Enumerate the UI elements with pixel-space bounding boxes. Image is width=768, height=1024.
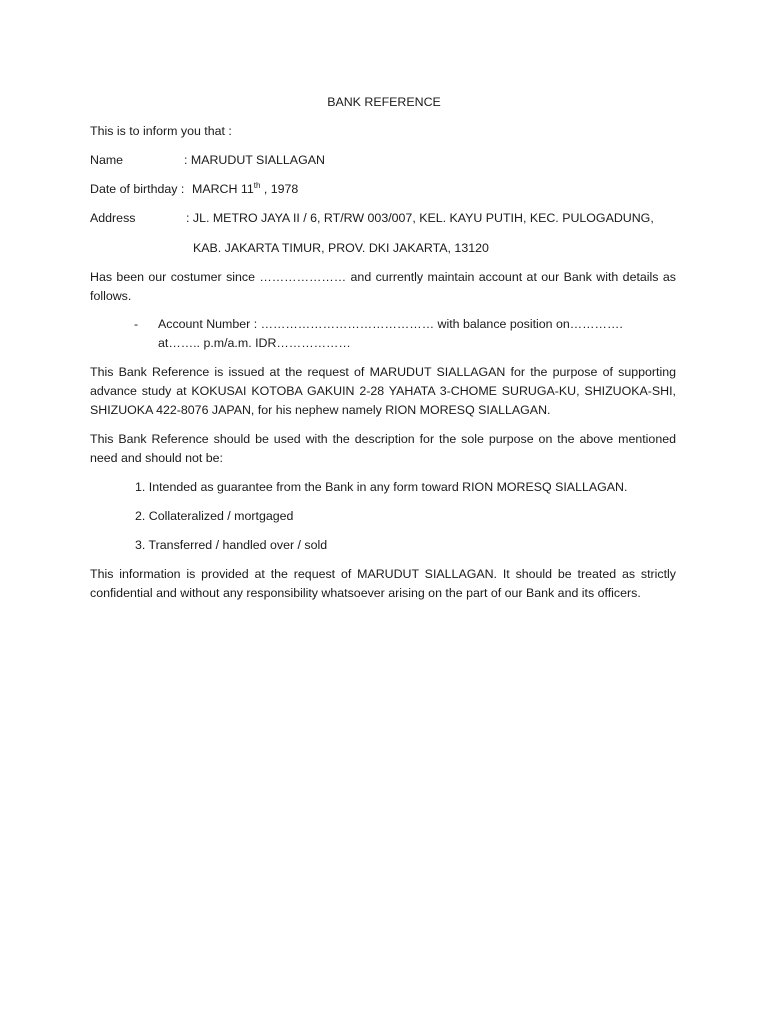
account-bullet-dash: - — [134, 317, 139, 331]
dob-value — [192, 180, 298, 199]
list-item: 2. Collateralized / mortgaged — [135, 509, 294, 523]
dob-label: Date of birthday : — [90, 182, 185, 196]
address-line-1: : JL. METRO JAYA II / 6, RT/RW 003/007, KEL. KAYU PUTIH, KEC. PULOGADUNG, — [186, 211, 654, 225]
usage-paragraph: This Bank Reference should be used with the description for the sole purpose on the above mentioned need and should not be: — [90, 432, 676, 465]
intro-text: This is to inform you that : — [90, 124, 232, 138]
customer-since-paragraph: Has been our costumer since ………………… and currently maintain account at our Bank with details as follows. — [90, 270, 676, 303]
dob-year: , 1978 — [263, 182, 299, 196]
account-details: Account Number : …………………………………… with balance position on…………. at…….. p.m/a.m. IDR……………… — [158, 317, 623, 350]
dob-date: MARCH 11 — [192, 182, 254, 196]
list-item: 1. Intended as guarantee from the Bank in any form toward RION MORESQ SIALLAGAN. — [135, 480, 628, 494]
name-value: : MARUDUT SIALLAGAN — [184, 153, 325, 167]
address-line-2: KAB. JAKARTA TIMUR, PROV. DKI JAKARTA, 13120 — [193, 241, 489, 255]
document-title: BANK REFERENCE — [327, 95, 441, 109]
address-label: Address — [90, 211, 136, 225]
name-label: Name — [90, 153, 124, 167]
confidential-paragraph: This information is provided at the request of MARUDUT SIALLAGAN. It should be treated as strictly confidential and without any responsibility whatsoever arising on the part of our Bank and its officers. — [90, 567, 676, 600]
dob-ordinal: th — [253, 180, 261, 190]
purpose-paragraph: This Bank Reference is issued at the request of MARUDUT SIALLAGAN for the purpose of supporting advance study at KOKUSAI KOTOBA GAKUIN 2-28 YAHATA 3-CHOME SURUGA-KU, SHIZUOKA-SHI, SHIZUOKA 422-8076 JAPAN, for his nephew namely RION MORESQ SIALLAGAN. — [90, 365, 676, 417]
list-item: 3. Transferred / handled over / sold — [135, 538, 328, 552]
